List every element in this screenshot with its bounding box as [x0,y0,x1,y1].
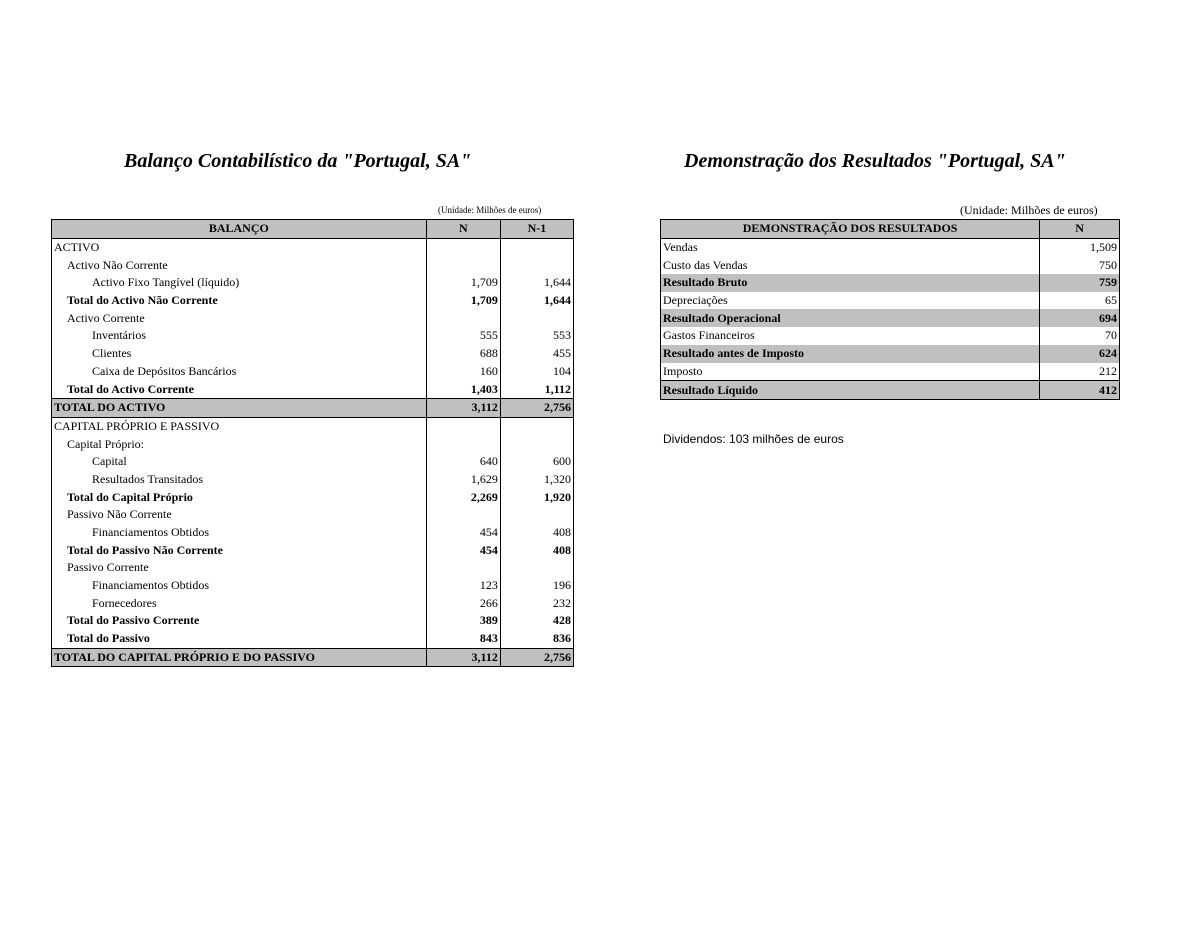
table-row [52,380,574,398]
balance-header-n: N [426,220,500,239]
balance-sheet-table [51,219,574,667]
table-row [52,488,574,506]
table-row [52,435,574,453]
value-n1: 232 [500,594,573,612]
table-row [52,309,574,327]
row-label: Resultados Transitados [52,471,427,489]
value-n: 65 [1040,292,1120,310]
value-n: 555 [426,327,500,345]
balance-header-label: BALANÇO [52,220,427,239]
row-label: CAPITAL PRÓPRIO E PASSIVO [52,417,427,435]
value-n: 212 [1040,363,1120,381]
value-n: 843 [426,630,500,648]
value-n1: 104 [500,363,573,381]
value-n: 1,629 [426,471,500,489]
income-unit-note: (Unidade: Milhões de euros) [960,203,1098,217]
value-n: 160 [426,363,500,381]
table-row [52,327,574,345]
value-n1: 2,756 [500,398,573,417]
value-n: 266 [426,594,500,612]
table-row [661,345,1120,363]
value-n1: 600 [500,453,573,471]
row-label: Activo Corrente [52,309,427,327]
table-row [52,417,574,435]
income-statement-table [660,219,1120,400]
value-n [426,309,500,327]
balance-header-n1: N-1 [500,220,573,239]
row-label: Fornecedores [52,594,427,612]
value-n: 640 [426,453,500,471]
value-n1 [500,559,573,577]
row-label: Vendas [661,238,1040,256]
value-n: 688 [426,345,500,363]
dividends-note: Dividendos: 103 milhões de euros [663,432,844,446]
value-n [426,435,500,453]
value-n1 [500,435,573,453]
value-n: 1,709 [426,292,500,310]
value-n1: 1,920 [500,488,573,506]
value-n1: 2,756 [500,648,573,667]
table-row [52,630,574,648]
table-row [52,524,574,542]
table-row [661,381,1120,400]
value-n1: 455 [500,345,573,363]
row-label: Resultado antes de Imposto [661,345,1040,363]
row-label: Passivo Não Corrente [52,506,427,524]
value-n: 1,709 [426,274,500,292]
row-label: Activo Não Corrente [52,256,427,274]
value-n: 624 [1040,345,1120,363]
value-n: 750 [1040,256,1120,274]
row-label: Total do Passivo [52,630,427,648]
table-row [52,274,574,292]
value-n1 [500,417,573,435]
value-n: 694 [1040,309,1120,327]
value-n1: 1,644 [500,274,573,292]
row-label: Capital [52,453,427,471]
row-label: TOTAL DO ACTIVO [52,398,427,417]
balance-unit-note: (Unidade: Milhões de euros) [438,205,542,215]
row-label: Financiamentos Obtidos [52,577,427,595]
value-n1: 196 [500,577,573,595]
table-row [52,453,574,471]
value-n1: 428 [500,612,573,630]
table-row [661,309,1120,327]
value-n: 389 [426,612,500,630]
row-label: Resultado Líquido [661,381,1040,400]
table-row [52,612,574,630]
row-label: Caixa de Depósitos Bancários [52,363,427,381]
table-row [52,559,574,577]
value-n: 454 [426,541,500,559]
value-n1: 553 [500,327,573,345]
row-label: Inventários [52,327,427,345]
value-n1: 1,644 [500,292,573,310]
value-n1 [500,506,573,524]
value-n [426,506,500,524]
row-label: Total do Activo Não Corrente [52,292,427,310]
row-label: Gastos Financeiros [661,327,1040,345]
row-label: Resultado Bruto [661,274,1040,292]
table-row [52,471,574,489]
row-label: TOTAL DO CAPITAL PRÓPRIO E DO PASSIVO [52,648,427,667]
table-row [661,363,1120,381]
table-row [52,541,574,559]
income-title: Demonstração dos Resultados "Portugal, SA" [684,150,1066,172]
value-n1: 1,112 [500,380,573,398]
value-n1: 836 [500,630,573,648]
row-label: Total do Passivo Não Corrente [52,541,427,559]
table-row [661,238,1120,256]
balance-title: Balanço Contabilístico da "Portugal, SA" [124,150,472,172]
value-n1: 408 [500,524,573,542]
row-label: Custo das Vendas [661,256,1040,274]
value-n: 1,509 [1040,238,1120,256]
value-n: 1,403 [426,380,500,398]
row-label: Resultado Operacional [661,309,1040,327]
table-row [661,327,1120,345]
table-row [52,648,574,667]
table-row [661,274,1120,292]
value-n: 412 [1040,381,1120,400]
row-label: Activo Fixo Tangível (líquido) [52,274,427,292]
table-row [52,577,574,595]
table-row [52,345,574,363]
value-n [426,238,500,256]
value-n: 70 [1040,327,1120,345]
row-label: Total do Passivo Corrente [52,612,427,630]
table-row [52,292,574,310]
value-n [426,256,500,274]
row-label: Imposto [661,363,1040,381]
value-n: 2,269 [426,488,500,506]
value-n: 3,112 [426,648,500,667]
table-row [52,506,574,524]
value-n [426,559,500,577]
table-row [52,398,574,417]
row-label: Total do Capital Próprio [52,488,427,506]
table-row [52,363,574,381]
value-n1 [500,238,573,256]
table-row [661,256,1120,274]
table-row [661,292,1120,310]
value-n: 123 [426,577,500,595]
row-label: Capital Próprio: [52,435,427,453]
income-header-n: N [1040,220,1120,239]
table-row [52,238,574,256]
row-label: Clientes [52,345,427,363]
value-n1 [500,256,573,274]
table-row [52,594,574,612]
row-label: Total do Activo Corrente [52,380,427,398]
value-n1: 408 [500,541,573,559]
value-n [426,417,500,435]
row-label: Passivo Corrente [52,559,427,577]
value-n: 3,112 [426,398,500,417]
value-n1 [500,309,573,327]
value-n: 759 [1040,274,1120,292]
row-label: Financiamentos Obtidos [52,524,427,542]
value-n1: 1,320 [500,471,573,489]
row-label: Depreciações [661,292,1040,310]
value-n: 454 [426,524,500,542]
row-label: ACTIVO [52,238,427,256]
table-row [52,256,574,274]
income-header-label: DEMONSTRAÇÃO DOS RESULTADOS [661,220,1040,239]
